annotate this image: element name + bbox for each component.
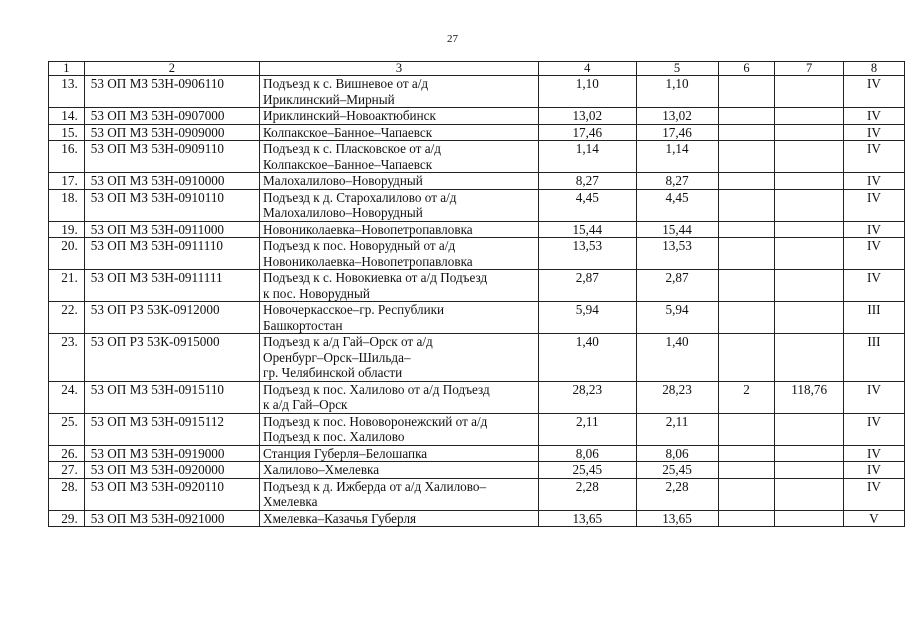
length-cell: 28,23 (538, 381, 636, 413)
column-header: 7 (775, 62, 843, 76)
road-code-cell: 53 ОП МЗ 53Н-0911110 (84, 238, 259, 270)
road-code-cell: 53 ОП РЗ 53К-0912000 (84, 302, 259, 334)
road-name-line: Подъезд к с. Вишневое от а/д (263, 76, 429, 91)
length-cell: 1,40 (538, 334, 636, 382)
table-row (49, 270, 905, 302)
row-number-cell: 20. (49, 238, 85, 270)
road-code-cell: 53 ОП МЗ 53Н-0911111 (84, 270, 259, 302)
road-name-line: Башкортостан (263, 317, 343, 333)
road-name-line: Подъезд к а/д Гай–Орск от а/д (263, 334, 433, 349)
road-name-line: Малохалилово–Новорудный (263, 173, 423, 188)
table-row (49, 445, 905, 462)
length-cell: 2,11 (538, 413, 636, 445)
length-cell: 2,87 (538, 270, 636, 302)
row-number-cell: 28. (49, 478, 85, 510)
row-number-cell: 16. (49, 141, 85, 173)
column-7-cell (775, 462, 843, 479)
road-code-cell: 53 ОП МЗ 53Н-0921000 (84, 510, 259, 527)
road-name-line: Хмелевка (263, 494, 318, 509)
length-cell-5: 17,46 (636, 124, 718, 141)
category-cell: IV (843, 445, 904, 462)
category-cell: V (843, 510, 904, 527)
road-code-cell: 53 ОП МЗ 53Н-0915112 (84, 413, 259, 445)
road-code-cell: 53 ОП МЗ 53Н-0919000 (84, 445, 259, 462)
table-row (49, 124, 905, 141)
column-header: 2 (84, 62, 259, 76)
length-cell: 1,10 (538, 76, 636, 108)
road-name-cell (260, 173, 539, 190)
length-cell: 1,14 (538, 141, 636, 173)
length-cell-5: 1,40 (636, 334, 718, 382)
length-cell-5: 2,11 (636, 413, 718, 445)
length-cell: 8,06 (538, 445, 636, 462)
category-cell: III (843, 334, 904, 382)
road-name-cell (260, 334, 539, 382)
road-name-line: Колпакское–Банное–Чапаевск (263, 156, 433, 172)
table-row (49, 189, 905, 221)
table-row (49, 238, 905, 270)
length-cell-5: 1,14 (636, 141, 718, 173)
road-name-cell (260, 413, 539, 445)
column-6-cell (718, 462, 775, 479)
length-cell: 25,45 (538, 462, 636, 479)
column-7-cell (775, 124, 843, 141)
length-cell-5: 13,65 (636, 510, 718, 527)
category-cell: IV (843, 270, 904, 302)
road-code-cell: 53 ОП МЗ 53Н-0915110 (84, 381, 259, 413)
column-6-cell (718, 510, 775, 527)
table-row (49, 413, 905, 445)
road-name-cell (260, 478, 539, 510)
column-6-cell (718, 238, 775, 270)
road-code-cell: 53 ОП МЗ 53Н-0909000 (84, 124, 259, 141)
road-name-line: Оренбург–Орск–Шильда– (263, 349, 411, 365)
road-code-cell: 53 ОП МЗ 53Н-0910110 (84, 189, 259, 221)
column-7-cell (775, 238, 843, 270)
row-number-cell: 29. (49, 510, 85, 527)
row-number-cell: 26. (49, 445, 85, 462)
row-number-cell: 22. (49, 302, 85, 334)
table-row (49, 510, 905, 527)
road-code-cell: 53 ОП МЗ 53Н-0911000 (84, 221, 259, 238)
road-name-line: Малохалилово–Новорудный (263, 205, 423, 220)
road-code-cell: 53 ОП МЗ 53Н-0907000 (84, 108, 259, 125)
road-name-line: Ириклинский–Новоактюбинск (263, 108, 436, 123)
road-name-line: Халилово–Хмелевка (263, 462, 380, 477)
length-cell-5: 4,45 (636, 189, 718, 221)
row-number-cell: 15. (49, 124, 85, 141)
road-name-line: Подъезд к пос. Новорудный от а/д (263, 238, 456, 253)
length-cell: 13,53 (538, 238, 636, 270)
length-cell: 17,46 (538, 124, 636, 141)
road-name-cell (260, 302, 539, 334)
category-cell: IV (843, 413, 904, 445)
table-row (49, 381, 905, 413)
length-cell-5: 28,23 (636, 381, 718, 413)
row-number-cell: 23. (49, 334, 85, 382)
column-7-cell (775, 510, 843, 527)
column-6-cell (718, 478, 775, 510)
column-6-cell (718, 124, 775, 141)
table-row (49, 141, 905, 173)
road-name-line: Подъезд к д. Старохалилово от а/д (263, 189, 457, 205)
category-cell: IV (843, 462, 904, 479)
road-name-cell (260, 238, 539, 270)
length-cell-5: 8,06 (636, 445, 718, 462)
road-name-cell (260, 462, 539, 479)
road-name-line: Подъезд к с. Новокиевка от а/д Подъезд (263, 270, 488, 285)
column-header: 8 (843, 62, 904, 76)
column-7-cell (775, 445, 843, 462)
table-row (49, 334, 905, 382)
length-cell: 5,94 (538, 302, 636, 334)
category-cell: IV (843, 108, 904, 125)
length-cell-5: 2,87 (636, 270, 718, 302)
table-row (49, 302, 905, 334)
category-cell: IV (843, 141, 904, 173)
road-code-cell: 53 ОП МЗ 53Н-0906110 (84, 76, 259, 108)
column-6-cell (718, 189, 775, 221)
column-6-cell (718, 221, 775, 238)
road-name-cell (260, 124, 539, 141)
column-7-cell (775, 270, 843, 302)
row-number-cell: 27. (49, 462, 85, 479)
table-row (49, 478, 905, 510)
column-6-cell (718, 334, 775, 382)
column-7-cell (775, 302, 843, 334)
column-7-cell (775, 76, 843, 108)
column-6-cell (718, 173, 775, 190)
column-7-cell (775, 413, 843, 445)
row-number-cell: 24. (49, 381, 85, 413)
length-cell-5: 13,02 (636, 108, 718, 125)
road-name-line: Подъезд к с. Пласковское от а/д (263, 141, 441, 156)
length-cell-5: 5,94 (636, 302, 718, 334)
length-cell: 13,02 (538, 108, 636, 125)
category-cell: IV (843, 238, 904, 270)
road-name-cell (260, 270, 539, 302)
column-7-cell (775, 189, 843, 221)
road-name-cell (260, 510, 539, 527)
row-number-cell: 13. (49, 76, 85, 108)
length-cell-5: 25,45 (636, 462, 718, 479)
road-name-line: к пос. Новорудный (263, 285, 370, 301)
category-cell: IV (843, 173, 904, 190)
column-header: 3 (260, 62, 539, 76)
row-number-cell: 25. (49, 413, 85, 445)
column-7-cell: 118,76 (775, 381, 843, 413)
column-6-cell (718, 445, 775, 462)
column-6-cell: 2 (718, 381, 775, 413)
road-code-cell: 53 ОП МЗ 53Н-0920110 (84, 478, 259, 510)
category-cell: IV (843, 189, 904, 221)
road-name-line: Ириклинский–Мирный (263, 91, 395, 107)
road-name-cell (260, 141, 539, 173)
column-header: 1 (49, 62, 85, 76)
road-name-line: Новочеркасское–гр. Республики (263, 302, 445, 317)
column-6-cell (718, 141, 775, 173)
road-code-cell: 53 ОП МЗ 53Н-0909110 (84, 141, 259, 173)
row-number-cell: 14. (49, 108, 85, 125)
category-cell: III (843, 302, 904, 334)
road-name-line: Новониколаевка–Новопетропавловка (263, 253, 473, 269)
road-name-line: Колпакское–Банное–Чапаевск (263, 124, 433, 140)
road-name-cell (260, 445, 539, 462)
road-name-line: Подъезд к пос. Халилово от а/д Подъезд (263, 381, 490, 397)
road-name-cell (260, 189, 539, 221)
column-header: 4 (538, 62, 636, 76)
column-7-cell (775, 141, 843, 173)
length-cell: 2,28 (538, 478, 636, 510)
length-cell: 13,65 (538, 510, 636, 527)
road-name-cell (260, 221, 539, 238)
length-cell: 4,45 (538, 189, 636, 221)
table-row (49, 108, 905, 125)
road-name-line: гр. Челябинской области (263, 365, 403, 380)
length-cell-5: 8,27 (636, 173, 718, 190)
length-cell: 8,27 (538, 173, 636, 190)
row-number-cell: 19. (49, 221, 85, 238)
road-name-line: Подъезд к пос. Нововоронежский от а/д (263, 413, 488, 429)
category-cell: IV (843, 381, 904, 413)
road-name-cell (260, 76, 539, 108)
column-7-cell (775, 173, 843, 190)
row-number-cell: 21. (49, 270, 85, 302)
length-cell-5: 15,44 (636, 221, 718, 238)
category-cell: IV (843, 221, 904, 238)
column-7-cell (775, 108, 843, 125)
road-name-line: Новониколаевка–Новопетропавловка (263, 221, 473, 237)
row-number-cell: 18. (49, 189, 85, 221)
row-number-cell: 17. (49, 173, 85, 190)
road-code-cell: 53 ОП МЗ 53Н-0920000 (84, 462, 259, 479)
road-code-cell: 53 ОП РЗ 53К-0915000 (84, 334, 259, 382)
column-7-cell (775, 334, 843, 382)
column-6-cell (718, 108, 775, 125)
column-6-cell (718, 76, 775, 108)
table-row (49, 76, 905, 108)
column-header: 6 (718, 62, 775, 76)
column-6-cell (718, 302, 775, 334)
length-cell-5: 1,10 (636, 76, 718, 108)
category-cell: IV (843, 76, 904, 108)
road-name-line: к а/д Гай–Орск (263, 397, 348, 412)
column-6-cell (718, 413, 775, 445)
column-7-cell (775, 478, 843, 510)
roads-table (48, 61, 905, 527)
table-header-row (49, 62, 905, 76)
column-header: 5 (636, 62, 718, 76)
table-row (49, 221, 905, 238)
table-row (49, 462, 905, 479)
column-7-cell (775, 221, 843, 238)
road-name-line: Подъезд к д. Ижберда от а/д Халилово– (263, 478, 487, 494)
road-name-line: Станция Губерля–Белошапка (263, 445, 428, 461)
category-cell: IV (843, 478, 904, 510)
length-cell-5: 13,53 (636, 238, 718, 270)
road-name-cell (260, 381, 539, 413)
road-name-line: Хмелевка–Казачья Губерля (263, 510, 417, 526)
table-row (49, 173, 905, 190)
road-name-cell (260, 108, 539, 125)
road-name-line: Подъезд к пос. Халилово (263, 429, 405, 444)
road-code-cell: 53 ОП МЗ 53Н-0910000 (84, 173, 259, 190)
category-cell: IV (843, 124, 904, 141)
column-6-cell (718, 270, 775, 302)
length-cell: 15,44 (538, 221, 636, 238)
page-number: 27 (447, 33, 458, 45)
length-cell-5: 2,28 (636, 478, 718, 510)
